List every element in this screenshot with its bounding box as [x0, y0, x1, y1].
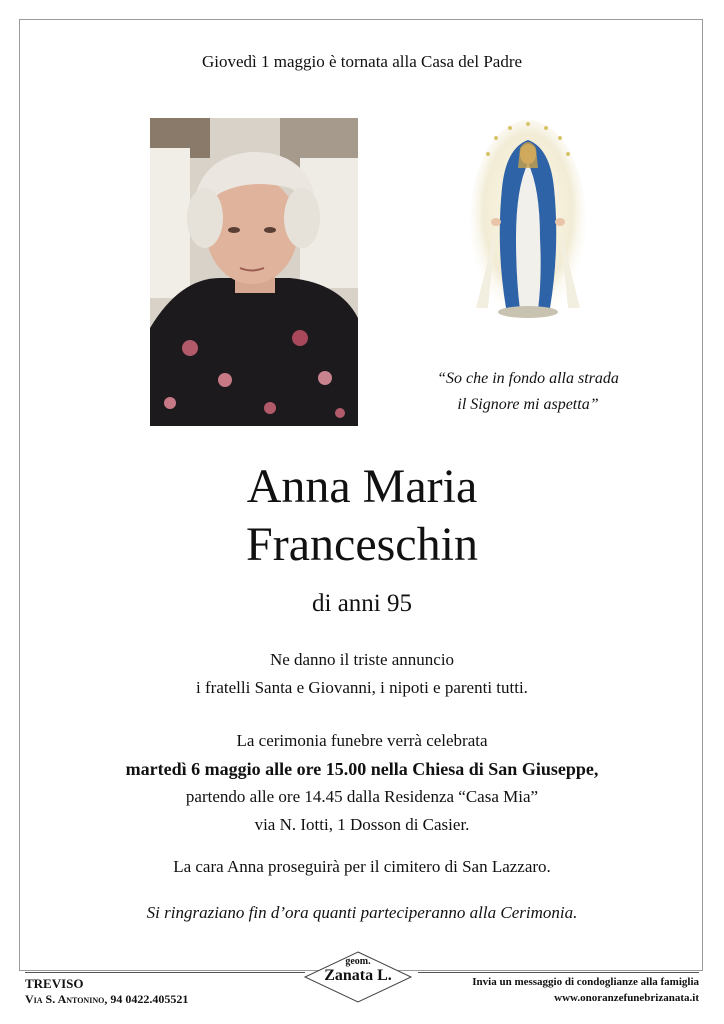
quote-line-1: “So che in fondo alla strada	[437, 370, 619, 387]
ceremony-block	[0, 727, 724, 839]
funeral-home-logo	[303, 950, 413, 1004]
quote-line-2: il Signore mi aspetta”	[457, 396, 599, 413]
madonna-image	[466, 118, 590, 326]
burial-line: La cara Anna proseguirà per il cimitero di San Lazzaro.	[173, 857, 551, 876]
portrait-image	[150, 118, 358, 426]
announcers-line-2: i fratelli Santa e Giovanni, i nipoti e parenti tutti.	[196, 678, 528, 697]
ceremony-date-line: martedì 6 maggio alle ore 15.00 nella Chiesa di San Giuseppe,	[125, 759, 599, 779]
footer-divider-left	[25, 972, 305, 973]
portrait-photo	[150, 118, 358, 426]
madonna-icon	[466, 118, 590, 326]
ceremony-line-1: La cerimonia funebre verrà celebrata	[236, 731, 488, 750]
footer-address: Via S. Antonino, 94 0422.405521	[25, 992, 189, 1006]
deceased-age: di anni 95	[312, 590, 412, 617]
footer-city: TREVISO	[25, 976, 84, 991]
ceremony-line-3: partendo alle ore 14.45 dalla Residenza “Casa Mia”	[185, 787, 539, 806]
ceremony-line-4: via N. Iotti, 1 Dosson di Casier.	[254, 815, 470, 834]
name-line-1: Anna Maria	[246, 460, 478, 513]
website-link[interactable]: www.onoranzefunebrizanata.it	[554, 992, 699, 1004]
thanks-line: Si ringraziano fin d’ora quanti parteciperanno alla Cerimonia.	[146, 903, 578, 922]
announcers-block	[0, 646, 724, 702]
footer-divider-right	[418, 972, 699, 973]
logo-small-text: geom.	[345, 956, 371, 967]
deceased-name	[0, 458, 724, 574]
quote-block	[408, 366, 648, 418]
announcers-line-1: Ne danno il triste annuncio	[269, 650, 455, 669]
logo-name-text: Zanata L.	[324, 967, 392, 984]
announcement-line: Giovedì 1 maggio è tornata alla Casa del Padre	[201, 52, 523, 71]
name-line-2: Franceschin	[246, 518, 478, 571]
condolence-text: Invia un messaggio di condoglianze alla famiglia	[472, 976, 699, 988]
